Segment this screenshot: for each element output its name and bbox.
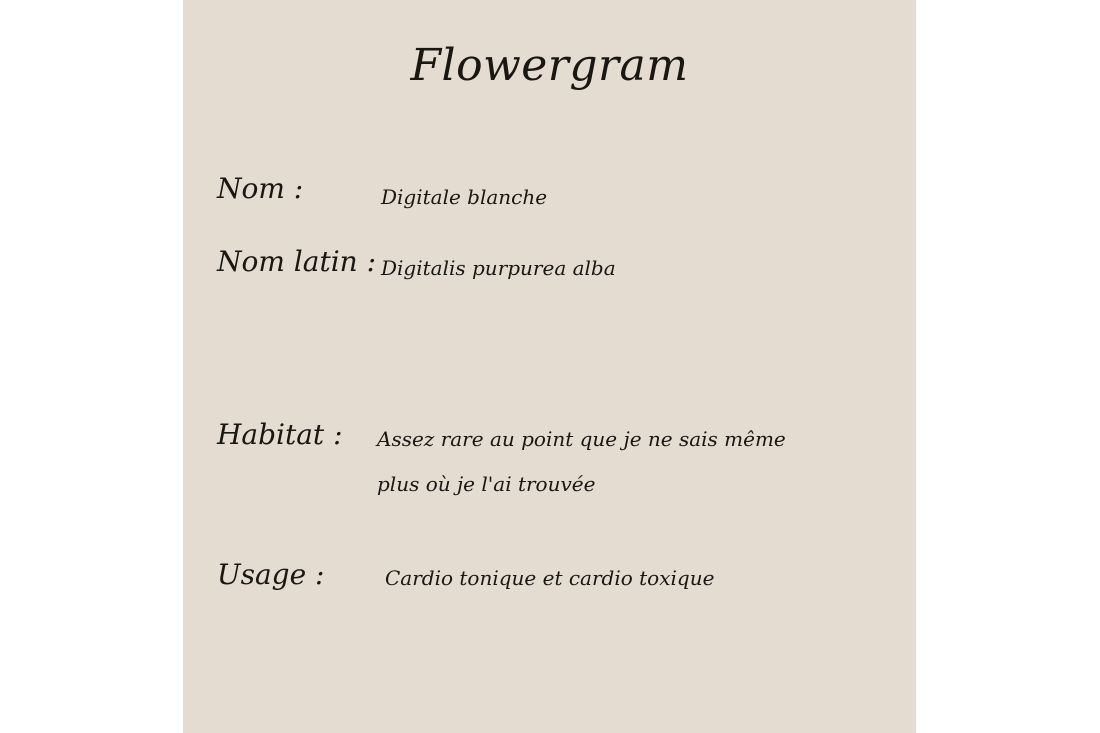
card-title: Flowergram <box>410 40 689 91</box>
nom-label: Nom : <box>217 172 304 205</box>
nom-value: Digitale blanche <box>381 185 548 209</box>
usage-label: Usage : <box>217 558 325 591</box>
flowergram-card <box>183 0 916 733</box>
nom-latin-label: Nom latin : <box>217 245 377 278</box>
nom-latin-value: Digitalis purpurea alba <box>381 256 616 280</box>
habitat-value: Assez rare au point que je ne sais même plus où je l'ai trouvée <box>377 427 786 496</box>
habitat-label: Habitat : <box>217 418 343 451</box>
usage-value: Cardio tonique et cardio toxique <box>385 566 715 590</box>
